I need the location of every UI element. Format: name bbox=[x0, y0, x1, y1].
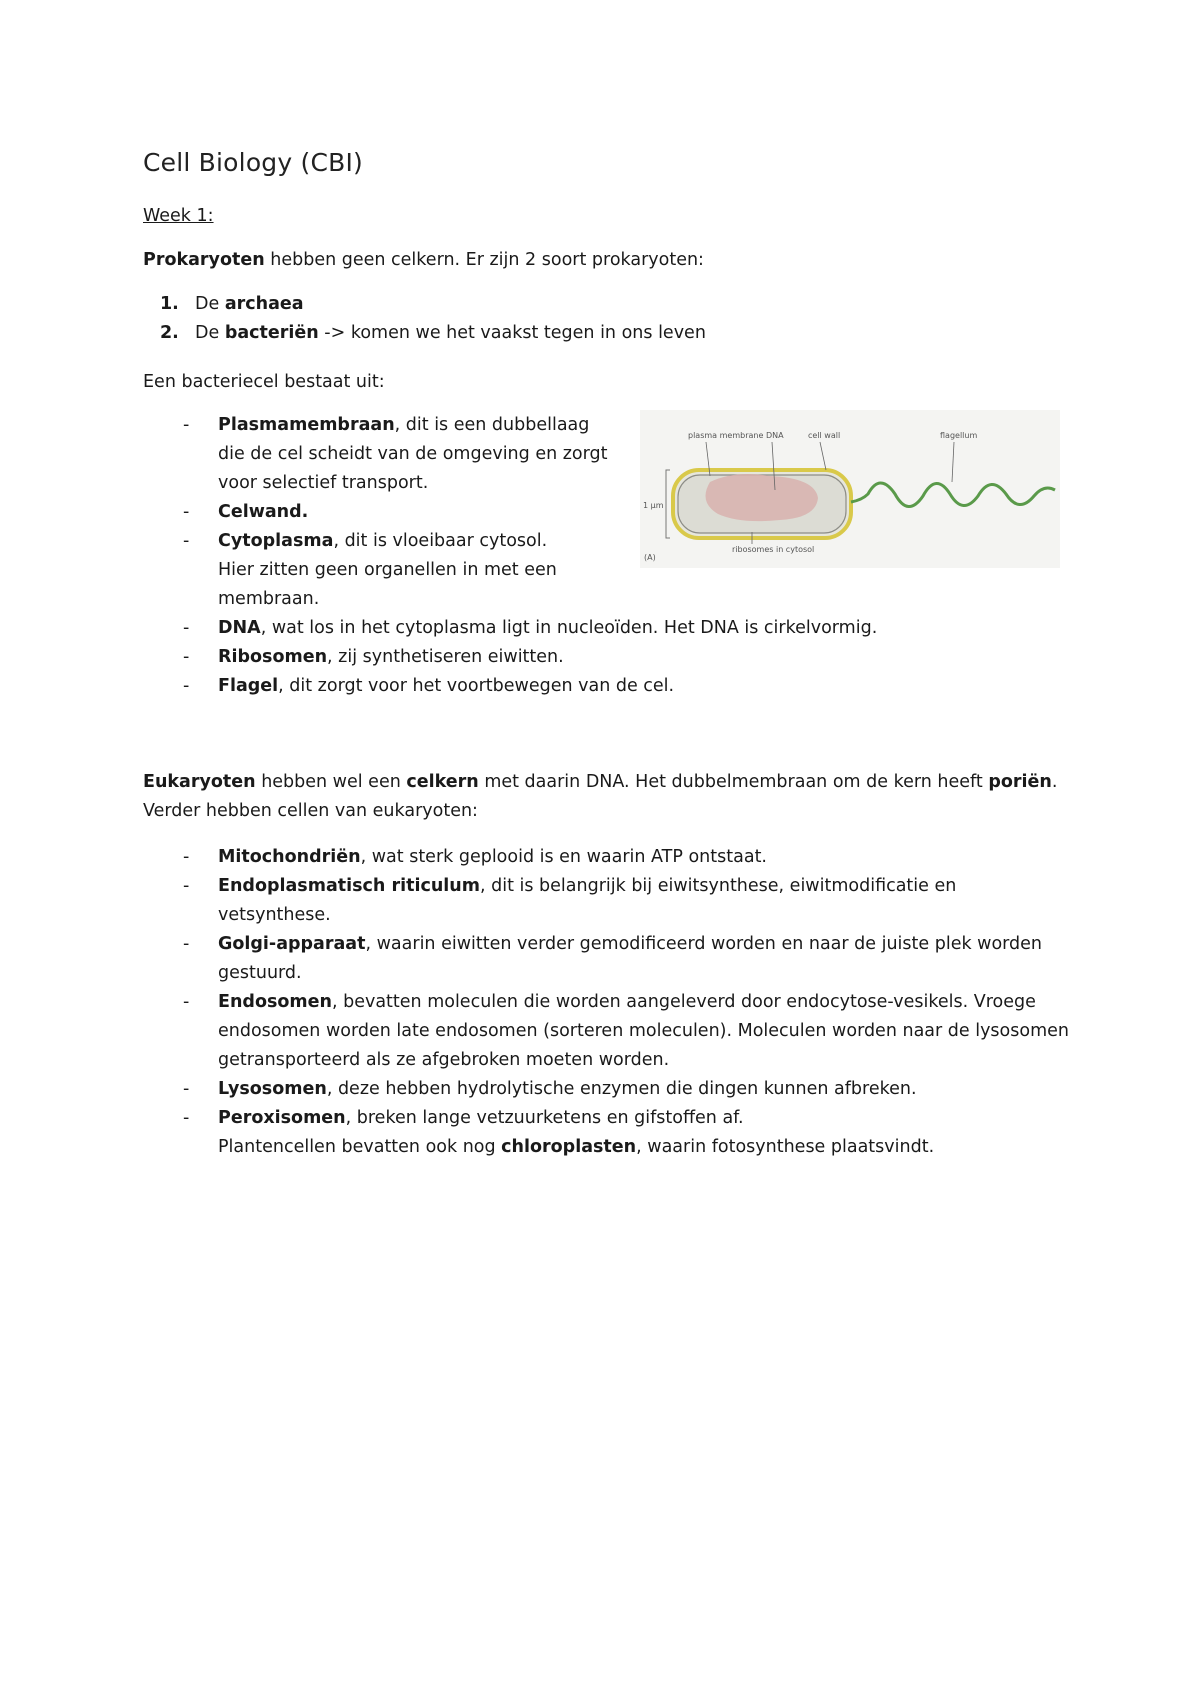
intro-text: hebben wel een bbox=[255, 772, 407, 792]
list-item: - DNA, wat los in het cytoplasma ligt in nucleoïden. Het DNA is cirkelvormig. bbox=[183, 618, 878, 638]
list-item-text: , wat los in het cytoplasma ligt in nucleoïden. Het DNA is cirkelvormig. bbox=[260, 618, 878, 638]
list-item-term: Endosomen bbox=[218, 992, 332, 1012]
ribosomes-label: ribosomes in cytosol bbox=[732, 545, 815, 554]
bacteria-intro: Een bacteriecel bestaat uit: bbox=[143, 372, 385, 392]
list-item-term: Ribosomen bbox=[218, 647, 328, 667]
list-item-term: Peroxisomen bbox=[218, 1108, 346, 1128]
list-item-term: Plasmamembraan bbox=[218, 415, 395, 435]
list-item-term: apparaat bbox=[276, 934, 366, 954]
week-heading: Week 1: bbox=[143, 206, 214, 226]
list-item: - Endoplasmatisch riticulum, dit is belangrijk bij eiwitsynthese, eiwitmodificatie en vetsynthese. bbox=[183, 876, 957, 925]
panel-label: (A) bbox=[644, 553, 656, 562]
list-item-text: , wat sterk geplooid is en waarin ATP ontstaat. bbox=[360, 847, 767, 867]
list-item-term: Golgi- bbox=[218, 934, 277, 954]
list-item: - Peroxisomen, breken lange vetzuurketens en gifstoffen af. bbox=[183, 1108, 744, 1128]
prokaryote-types-list bbox=[160, 290, 706, 348]
prokaryotes-intro-text: hebben geen celkern. Er zijn 2 soort prokaryoten: bbox=[264, 250, 704, 270]
list-item-text: , dit is een dubbellaag die de cel scheidt van de omgeving en zorgt voor selectief transport. bbox=[218, 415, 608, 493]
plant-note-text: , waarin fotosynthese plaatsvindt. bbox=[636, 1137, 935, 1157]
scale-label: 1 µm bbox=[643, 501, 664, 510]
celkern-term: celkern bbox=[406, 772, 479, 792]
eukaryotes-intro bbox=[143, 768, 1083, 826]
dna-label: DNA bbox=[766, 431, 784, 440]
list-item-text: , zij synthetiseren eiwitten. bbox=[327, 647, 564, 667]
list-item-term: archaea bbox=[224, 294, 304, 314]
list-item-term: DNA bbox=[218, 618, 261, 638]
prokaryotes-intro bbox=[143, 246, 704, 275]
intro-text: met daarin DNA. Het dubbelmembraan om de kern heeft bbox=[478, 772, 989, 792]
list-item-term: bacteriën bbox=[224, 323, 319, 343]
list-item bbox=[160, 290, 706, 319]
list-item-term: Cytoplasma bbox=[218, 531, 334, 551]
list-item: - Mitochondriën, wat sterk geplooid is en waarin ATP ontstaat. bbox=[183, 847, 767, 867]
eukaryote-organelles-list bbox=[183, 843, 1073, 1162]
list-item: - Plasmamembraan, dit is een dubbellaag die de cel scheidt van de omgeving en zorgt voor selectief transport. bbox=[183, 415, 608, 493]
list-item-text: , waarin eiwitten verder gemodificeerd worden en naar de juiste plek worden gestuurd. bbox=[218, 934, 1043, 983]
plant-note-text: Plantencellen bevatten ook nog bbox=[218, 1137, 502, 1157]
list-item-text: , deze hebben hydrolytische enzymen die dingen kunnen afbreken. bbox=[326, 1079, 917, 1099]
list-item bbox=[160, 319, 706, 348]
list-item: - Golgi-apparaat, waarin eiwitten verder gemodificeerd worden en naar de juiste plek worden gestuurd. bbox=[183, 934, 1043, 983]
list-item-term: Lysosomen bbox=[218, 1079, 327, 1099]
list-item: - Endosomen, bevatten moleculen die worden aangeleverd door endocytose-vesikels. Vroege endosomen worden late endosomen (sorteren moleculen). Moleculen worden naar de lysosomen getransporteerd als ze afgebroken moeten worden. bbox=[183, 992, 1069, 1070]
flagellum-label: flagellum bbox=[940, 431, 978, 440]
list-item: - Ribosomen, zij synthetiseren eiwitten. bbox=[183, 647, 564, 667]
plasma-membrane-label-text: plasma membrane bbox=[688, 431, 764, 440]
list-item-term: Mitochondriën bbox=[218, 847, 361, 867]
list-item-text: -> komen we het vaakst tegen in ons leven bbox=[318, 323, 706, 343]
eukaryotes-term: Eukaryoten bbox=[143, 772, 256, 792]
list-number: 2. bbox=[160, 323, 179, 343]
list-item-text: , dit zorgt voor het voortbewegen van de cel. bbox=[278, 676, 675, 696]
list-item-text: , dit is belangrijk bij eiwitsynthese, eiwitmodificatie en vetsynthese. bbox=[218, 876, 957, 925]
prokaryotes-term: Prokaryoten bbox=[143, 250, 265, 270]
list-item-term: Endoplasmatisch riticulum bbox=[218, 876, 480, 896]
list-item: - Cytoplasma, dit is vloeibaar cytosol. Hier zitten geen organellen in met een membraan. bbox=[183, 531, 557, 609]
list-item-text: , dit is vloeibaar cytosol. Hier zitten geen organellen in met een membraan. bbox=[218, 531, 557, 609]
cell-wall-label: cell wall bbox=[808, 431, 841, 440]
intro-text: . Verder hebben cellen van eukaryoten: bbox=[143, 772, 1058, 821]
list-item-text: , bevatten moleculen die worden aangeleverd door endocytose-vesikels. Vroege endosomen worden late endosomen (sorteren moleculen). Moleculen worden naar de lysosomen getransporteerd als ze afgebroken moeten worden. bbox=[218, 992, 1069, 1070]
plasma-membrane-label bbox=[688, 431, 763, 440]
list-item: - Lysosomen, deze hebben hydrolytische enzymen die dingen kunnen afbreken. bbox=[183, 1079, 917, 1099]
porien-term: poriën bbox=[988, 772, 1052, 792]
list-number: 1. bbox=[160, 294, 179, 314]
list-item-text: , breken lange vetzuurketens en gifstoffen af. bbox=[345, 1108, 744, 1128]
chloroplasten-term: chloroplasten bbox=[501, 1137, 637, 1157]
document-title: Cell Biology (CBI) bbox=[143, 148, 364, 177]
list-item: - Flagel, dit zorgt voor het voortbewegen van de cel. bbox=[183, 676, 675, 696]
plant-cells-note bbox=[183, 1133, 1073, 1162]
list-item-text: De bbox=[195, 294, 225, 314]
bacterium-diagram bbox=[640, 410, 1060, 568]
list-item-term: Flagel bbox=[218, 676, 279, 696]
list-item-term: Celwand. bbox=[218, 502, 309, 522]
list-item-text: De bbox=[195, 323, 225, 343]
list-item: - Celwand. bbox=[183, 502, 309, 522]
